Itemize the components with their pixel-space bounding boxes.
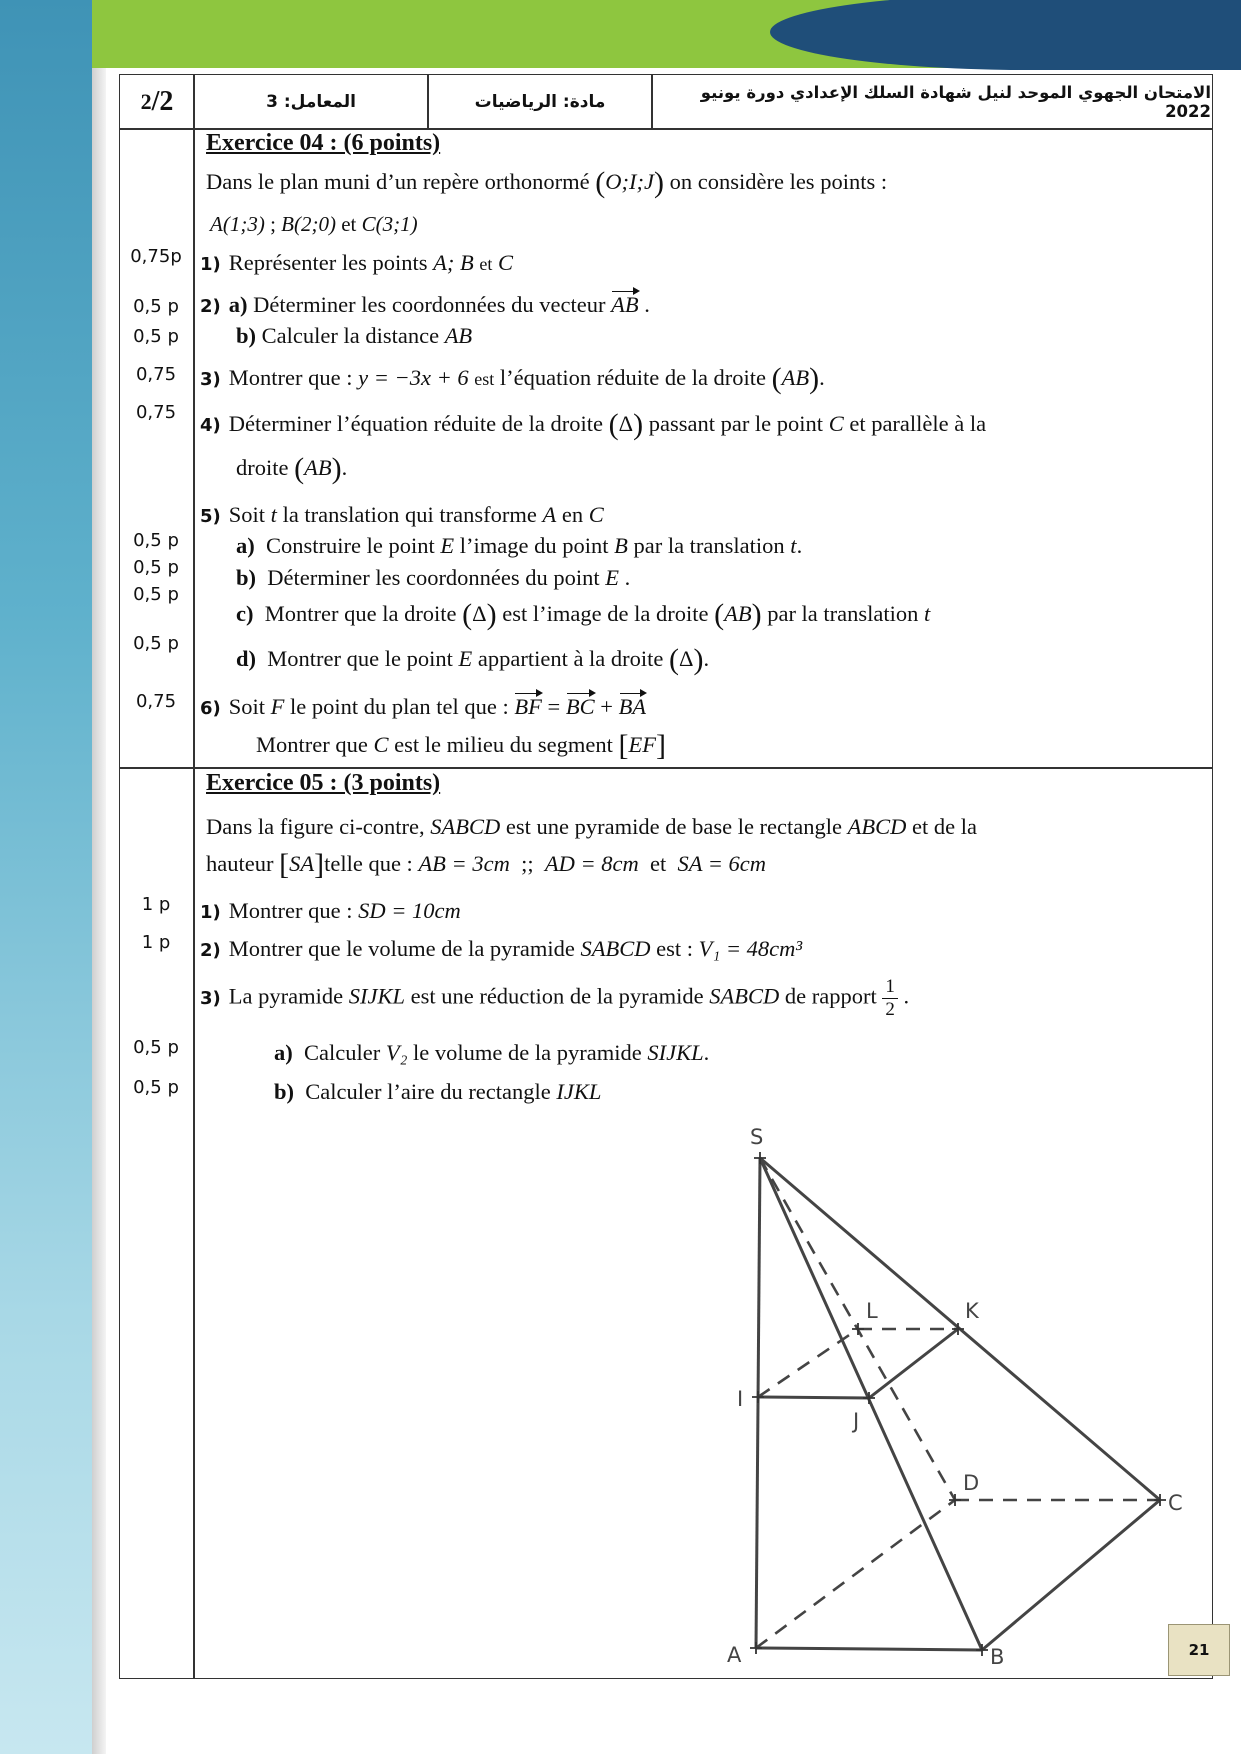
ex5-intro-2: hauteur [SA]telle que : AB = 3cm ;; AD = 8cm et SA = 6cm <box>206 848 767 881</box>
label-D: D <box>963 1471 980 1495</box>
edge-JK <box>869 1329 958 1398</box>
ratio-fraction: $\frac{1}{2}$ <box>882 976 898 1021</box>
exercise-05-title: Exercice 05 : (3 points) <box>206 770 441 796</box>
ex5-q2: 2) Montrer que le volume de la pyramide SABCD est : V₁ = 48cm³ <box>200 936 803 961</box>
ex4-q6-cont: Montrer que C est le milieu du segment [EF] <box>256 729 666 762</box>
label-A: A <box>727 1643 742 1667</box>
ex4-q5b: b) Déterminer les coordonnées du point E . <box>236 565 631 590</box>
ex4-points: A(1;3) ; B(2;0) et C(3;1) <box>210 212 418 236</box>
ex4-q6: 6) Soit F le point du plan tel que : BF = BC + BA <box>200 694 647 719</box>
ex5-intro-1: Dans la figure ci-contre, SABCD est une pyramide de base le rectangle ABCD et de la <box>206 814 977 839</box>
label-C: C <box>1168 1491 1183 1515</box>
ex5-q3b: b) Calculer l’aire du rectangle IJKL <box>274 1079 602 1104</box>
label-J: J <box>853 1409 860 1433</box>
label-K: K <box>965 1299 979 1323</box>
points-q5b: 0,5 p <box>133 557 179 578</box>
edge-IJ <box>758 1397 869 1398</box>
points-ex5-q1: 1 p <box>141 894 171 915</box>
page-number: 21 <box>1168 1624 1230 1676</box>
points-q2a: 0,5 p <box>133 296 179 317</box>
points-ex5-q3b: 0,5 p <box>133 1077 179 1098</box>
points-q5d: 0,5 p <box>133 633 179 654</box>
points-q6: 0,75 <box>135 691 177 712</box>
ex5-q3a: a) Calculer V₂ le volume de la pyramide SIJKL. <box>274 1040 710 1065</box>
points-q1: 0,75p <box>130 246 182 267</box>
subject-cell: مادة: الرياضيات <box>474 92 606 112</box>
label-L: L <box>866 1299 878 1323</box>
edge-SB <box>760 1158 982 1650</box>
points-q2b: 0,5 p <box>133 326 179 347</box>
ex4-q4: 4) Déterminer l’équation réduite de la droite (Δ) passant par le point C et parallèle à la <box>200 408 987 441</box>
ex4-intro: Dans le plan muni d’un repère orthonormé (O;I;J) on considère les points : <box>206 166 888 199</box>
edge-AB <box>756 1648 982 1650</box>
ex4-q2a: 2) a) Déterminer les coordonnées du vecteur AB . <box>200 292 650 317</box>
ex4-q5c: c) Montrer que la droite (Δ) est l’image de la droite (AB) par la translation t <box>236 598 931 631</box>
ex4-q5a: a) Construire le point E l’image du point B par la translation t. <box>236 533 803 558</box>
label-S: S <box>750 1125 764 1149</box>
vertex-mark-L <box>852 1323 864 1335</box>
ex4-q5: 5) Soit t la translation qui transforme A en C <box>200 502 604 527</box>
points-q4: 0,75 <box>135 402 177 423</box>
points-q5c: 0,5 p <box>133 584 179 605</box>
ex4-q2b: b) Calculer la distance AB <box>236 323 473 348</box>
ex5-q3: 3) La pyramide SIJKL est une réduction de la pyramide SABCD de rapport $\frac{1}{2}$ . <box>200 976 910 1020</box>
ex4-q1: 1) Représenter les points A; B et C <box>200 250 513 275</box>
label-B: B <box>990 1645 1005 1669</box>
page-fraction: 2 / 2 <box>140 86 174 117</box>
ex5-q1: 1) Montrer que : SD = 10cm <box>200 898 461 923</box>
edge-BC <box>982 1500 1160 1650</box>
exam-title-cell: الامتحان الجهوي الموحد لنيل شهادة السلك الإعدادي دورة يونيو 2022 <box>700 83 1211 121</box>
points-q3: 0,75 <box>135 364 177 385</box>
ex4-q3: 3) Montrer que : y = −3x + 6 est l’équation réduite de la droite (AB). <box>200 362 825 395</box>
ex4-q5d: d) Montrer que le point E appartient à la droite (Δ). <box>236 643 710 676</box>
edge-IL-hidden <box>758 1329 858 1397</box>
label-I: I <box>737 1387 744 1411</box>
points-ex5-q3a: 0,5 p <box>133 1037 179 1058</box>
exercise-04-title: Exercice 04 : (6 points) <box>206 130 441 156</box>
points-q5a: 0,5 p <box>133 530 179 551</box>
coefficient-cell: المعامل: 3 <box>266 92 356 112</box>
points-ex5-q2: 1 p <box>141 932 171 953</box>
ex4-q4-cont: droite (AB). <box>236 452 348 485</box>
